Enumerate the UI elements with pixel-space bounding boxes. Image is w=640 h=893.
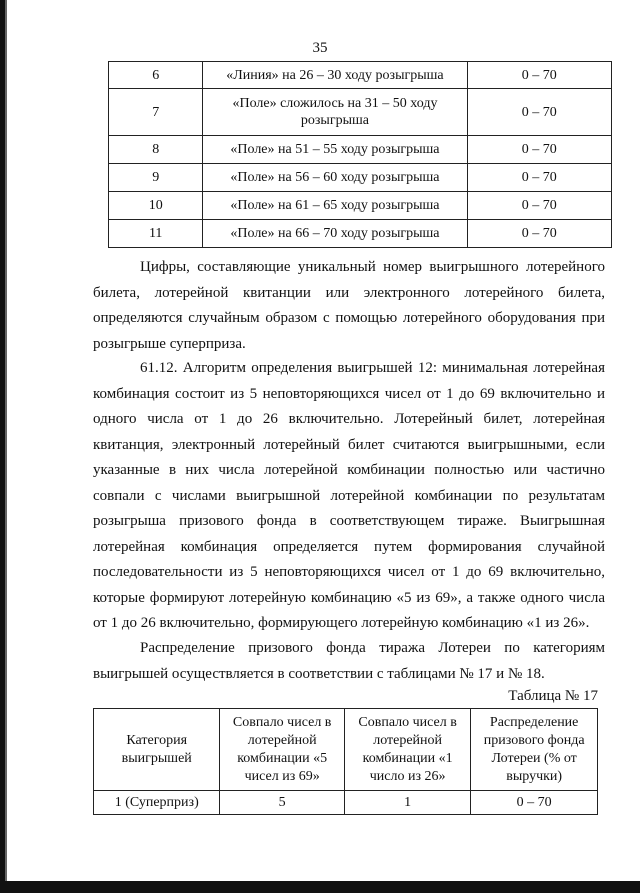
row-share: 0 – 70 (467, 164, 611, 192)
row-share: 0 – 70 (467, 89, 611, 136)
table-row (109, 164, 612, 192)
row-description: «Поле» на 66 – 70 ходу розыгрыша (203, 220, 467, 248)
row-description: «Поле» на 61 – 65 ходу розыгрыша (203, 192, 467, 220)
row-match-1: 1 (344, 791, 470, 815)
row-description: «Линия» на 26 – 30 ходу розыгрыша (203, 62, 467, 89)
row-number: 11 (109, 220, 203, 248)
row-share: 0 – 70 (467, 136, 611, 164)
header-prize-share: Распределение призового фонда Лотереи (% от выручки) (471, 709, 598, 791)
table-row (109, 62, 612, 89)
row-category: 1 (Суперприз) (94, 791, 220, 815)
row-description: «Поле» на 51 – 55 ходу розыгрыша (203, 136, 467, 164)
table-row (109, 220, 612, 248)
row-description: «Поле» сложилось на 31 – 50 ходу розыгрыша (203, 89, 467, 136)
table-row (109, 89, 612, 136)
row-share: 0 – 70 (471, 791, 598, 815)
table-row (109, 192, 612, 220)
row-description: «Поле» на 56 – 60 ходу розыгрыша (203, 164, 467, 192)
scan-edge-left-shadow (5, 0, 7, 893)
paragraph-algorithm-12: 61.12. Алгоритм определения выигрышей 12: минимальная лотерейная комбинация состоит из 5 неповторяющихся чисел от 1 до 69 включительно и одного числа от 1 до 26 включительно. Лотерейный билет, лотерейная квитанция, электронный лотерейный билет считаются выигрышными, если указанные в них числа лотерейной комбинации полностью или частично совпали с числами выигрышной лотерейной комбинации по результатам розыгрыша призового фонда в соответствующем тираже. Выигрышная лотерейная комбинация определяется путем формирования случайной последовательности из 5 неповторяющихся чисел от 1 до 69 включительно, которые формируют лотерейную комбинацию «5 из 69», а также одного числа от 1 до 26 включительно, формирующего лотерейную комбинацию «1 из 26». (93, 360, 605, 631)
table-row (94, 791, 598, 815)
header-match-5-of-69: Совпало чисел в лотерейной комбинации «5 чисел из 69» (220, 709, 344, 791)
table-caption: Таблица № 17 (508, 688, 598, 704)
row-number: 10 (109, 192, 203, 220)
scan-edge-bottom (0, 881, 640, 893)
prize-table-17 (93, 708, 598, 815)
row-share: 0 – 70 (467, 62, 611, 89)
page-number: 35 (312, 40, 328, 56)
table-row (109, 136, 612, 164)
row-share: 0 – 70 (467, 192, 611, 220)
row-number: 8 (109, 136, 203, 164)
row-match-5: 5 (220, 791, 344, 815)
row-share: 0 – 70 (467, 220, 611, 248)
paragraph-unique-number: Цифры, составляющие уникальный номер выигрышного лотерейного билета, лотерейной квитанции или электронного лотерейного билета, определяются случайным образом с помощью лотерейного оборудования при розыгрыше суперприза. (93, 259, 605, 352)
row-number: 7 (109, 89, 203, 136)
header-match-1-of-26: Совпало чисел в лотерейной комбинации «1 число из 26» (344, 709, 470, 791)
row-number: 9 (109, 164, 203, 192)
paragraph-distribution: Распределение призового фонда тиража Лотереи по категориям выигрышей осуществляется в соответствии с таблицами № 17 и № 18. (93, 640, 605, 682)
prize-table-16-continuation (108, 61, 612, 248)
row-number: 6 (109, 62, 203, 89)
table-header-row (94, 709, 598, 791)
header-category: Категория выигрышей (94, 709, 220, 791)
